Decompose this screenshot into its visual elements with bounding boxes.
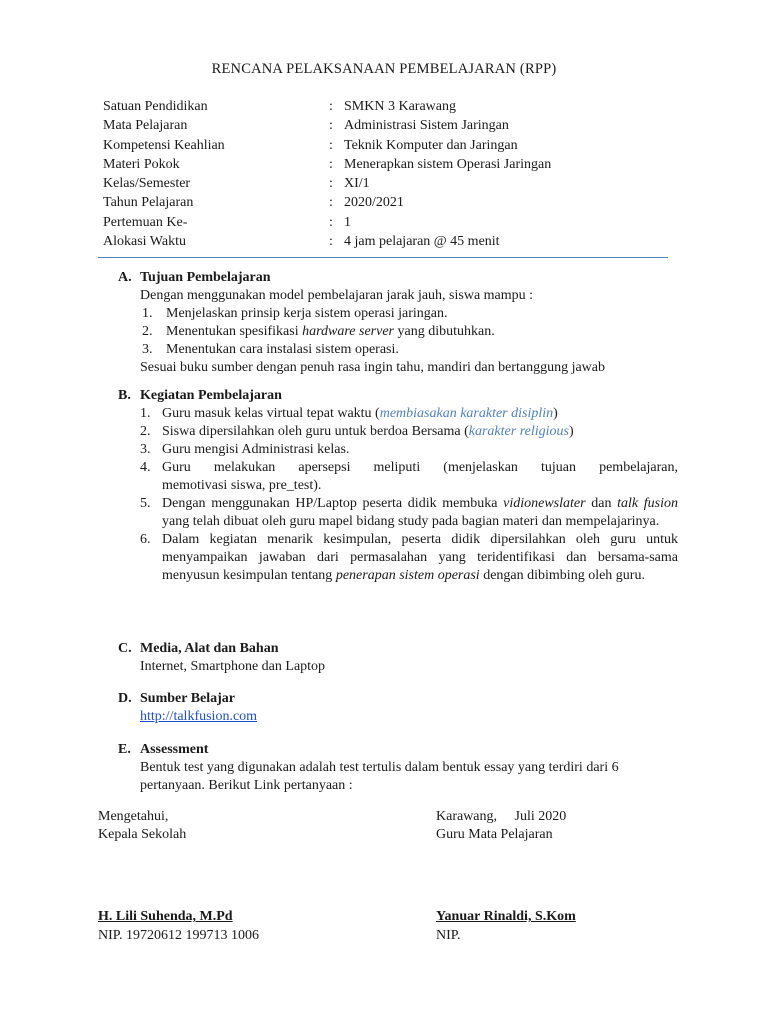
section-heading [118, 741, 678, 759]
signature-right-name: Yanuar Rinaldi, S.Kom [436, 909, 576, 924]
section-title: Assessment [140, 742, 209, 757]
identity-colon: : [329, 195, 333, 211]
section-heading [118, 269, 678, 287]
identity-row [103, 137, 703, 156]
list-item [118, 341, 678, 359]
section-text: Bentuk test yang digunakan adalah test tertulis dalam bentuk essay yang terdiri dari 6 [140, 760, 619, 775]
signature-left-nip: NIP. 19720612 199713 1006 [98, 928, 260, 943]
item-emphasis: hardware server [302, 324, 394, 339]
identity-colon: : [329, 156, 333, 172]
section-title: Sumber Belajar [140, 691, 236, 706]
list-item [118, 423, 678, 441]
item-number: 2. [142, 324, 153, 339]
character-highlight: karakter religious [468, 424, 569, 439]
section-title: Media, Alat dan Bahan [140, 641, 279, 656]
identity-value: 1 [344, 214, 351, 230]
identity-row [103, 214, 703, 233]
item-text: Siswa dipersilahkan oleh guru untuk berdoa Bersama ( [162, 424, 469, 439]
section-letter: D. [118, 691, 132, 706]
item-text: ) [568, 424, 574, 439]
identity-label: Kelas/Semester [103, 176, 191, 192]
item-number: 2. [140, 424, 151, 439]
signature-right-line1: Karawang, Juli 2020 [436, 809, 567, 824]
identity-colon: : [329, 234, 333, 250]
identity-row [103, 233, 703, 252]
header-divider [98, 257, 668, 258]
item-number: 1. [140, 406, 151, 421]
identity-label: Kompetensi Keahlian [103, 137, 225, 153]
item-number: 4. [140, 460, 151, 475]
item-text: Menentukan spesifikasi [166, 324, 303, 339]
signature-left-name: H. Lili Suhenda, M.Pd [98, 909, 233, 924]
item-number: 3. [142, 342, 153, 357]
section-outro: Sesuai buku sumber dengan penuh rasa ingin tahu, mandiri dan bertanggung jawab [140, 360, 605, 375]
objectives-list [118, 305, 678, 359]
identity-value: 4 jam pelajaran @ 45 menit [344, 234, 500, 250]
section-heading [118, 387, 678, 405]
section-tujuan [118, 269, 678, 377]
signature-right-line2: Guru Mata Pelajaran [436, 827, 553, 842]
section-heading [118, 690, 678, 708]
identity-value: XI/1 [344, 176, 370, 192]
section-letter: C. [118, 641, 132, 656]
identity-colon: : [329, 214, 333, 230]
section-letter: E. [118, 742, 131, 757]
item-text: Dengan menggunakan HP/Laptop peserta didik membuka [162, 496, 504, 511]
list-item [118, 405, 678, 423]
activities-list [118, 405, 678, 585]
identity-label: Satuan Pendidikan [103, 99, 208, 114]
section-assessment [118, 741, 678, 795]
signature-left-line1: Mengetahui, [98, 809, 169, 824]
section-intro: Dengan menggunakan model pembelajaran jarak jauh, siswa mampu : [140, 288, 534, 303]
item-text: yang telah dibuat oleh guru mapel bidang study pada bagian materi dan mempelajarinya. [162, 514, 660, 529]
section-media [118, 640, 678, 676]
identity-row [103, 117, 703, 136]
list-item [118, 305, 678, 323]
identity-label: Tahun Pelajaran [103, 195, 194, 211]
item-emphasis: vidionewslater [503, 496, 586, 511]
page-title: RENCANA PELAKSANAAN PEMBELAJARAN (RPP) [211, 61, 557, 77]
item-text: Dalam kegiatan menarik kesimpulan, peserta didik dipersilahkan oleh guru untuk menyampaikan jawaban dari permasalahan yang teridentifikasi dan bersama-sama menyusun kesimpulan tentang [162, 532, 678, 583]
item-text: Guru mengisi Administrasi kelas. [162, 442, 350, 457]
identity-row [103, 194, 703, 213]
item-text: Menentukan cara instalasi sistem operasi. [166, 342, 399, 357]
identity-row [103, 175, 703, 194]
identity-colon: : [329, 176, 333, 192]
identity-colon: : [329, 118, 333, 134]
item-emphasis: penerapan sistem operasi [335, 568, 480, 583]
identity-label: Materi Pokok [103, 156, 180, 172]
item-number: 5. [140, 496, 151, 511]
identity-table [103, 98, 703, 252]
link-line [118, 708, 678, 726]
identity-label: Alokasi Waktu [103, 234, 186, 250]
section-text: pertanyaan. Berikut Link pertanyaan : [140, 778, 353, 793]
signature-right-nip: NIP. [436, 928, 461, 943]
list-item [118, 459, 678, 495]
section-title: Tujuan Pembelajaran [140, 270, 271, 285]
section-title: Kegiatan Pembelajaran [140, 388, 282, 403]
item-number: 6. [140, 532, 151, 547]
item-number: 3. [140, 442, 151, 457]
identity-colon: : [329, 137, 333, 153]
signature-left-line2: Kepala Sekolah [98, 827, 187, 842]
source-link[interactable]: http://talkfusion.com [140, 709, 258, 724]
item-emphasis: talk fusion [617, 496, 678, 511]
character-highlight: membiasakan karakter disiplin [379, 406, 554, 421]
identity-row [103, 156, 703, 175]
item-text: Menjelaskan prinsip kerja sistem operasi jaringan. [166, 306, 448, 321]
identity-label: Pertemuan Ke- [103, 214, 188, 230]
item-number: 1. [142, 306, 153, 321]
item-text: dengan dibimbing oleh guru. [479, 568, 645, 583]
item-text: Guru masuk kelas virtual tepat waktu ( [162, 406, 380, 421]
identity-value: 2020/2021 [344, 195, 404, 211]
section-heading [118, 640, 678, 658]
item-text: ) [553, 406, 558, 421]
identity-colon: : [329, 99, 333, 114]
identity-label: Mata Pelajaran [103, 118, 188, 134]
section-kegiatan [118, 387, 678, 585]
section-text: Internet, Smartphone dan Laptop [140, 659, 326, 674]
list-item [118, 323, 678, 341]
item-text: yang dibutuhkan. [394, 324, 495, 339]
section-letter: B. [118, 388, 131, 403]
section-letter: A. [118, 270, 132, 285]
list-item [118, 441, 678, 459]
identity-value: SMKN 3 Karawang [344, 99, 456, 114]
identity-value: Menerapkan sistem Operasi Jaringan [344, 156, 552, 172]
item-text: memotivasi siswa, pre_test). [162, 478, 322, 493]
item-text: dan [585, 496, 618, 511]
identity-row [103, 98, 703, 117]
list-item [118, 495, 678, 531]
section-sumber [118, 690, 678, 726]
identity-value: Teknik Komputer dan Jaringan [344, 137, 518, 153]
identity-value: Administrasi Sistem Jaringan [344, 118, 509, 134]
item-text: Guru melakukan apersepsi meliputi (menjelaskan tujuan pembelajaran, [162, 460, 678, 475]
list-item [118, 531, 678, 585]
